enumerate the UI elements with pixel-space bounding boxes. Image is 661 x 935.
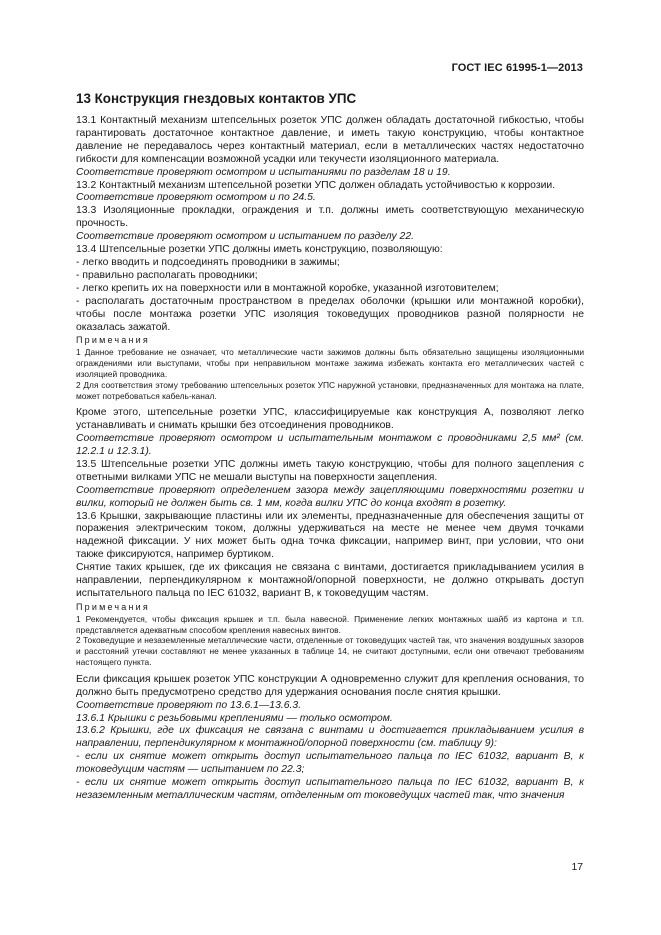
section-body	[76, 115, 584, 803]
compliance-paragraph: Соответствие проверяют по 13.6.1—13.6.3.	[76, 699, 302, 711]
compliance-paragraph: Соответствие проверяют осмотром и по 24.5.	[76, 192, 316, 204]
compliance-paragraph: Соответствие проверяют осмотром и испытаниями по разделам 18 и 19.	[76, 166, 451, 178]
page-number: 17	[571, 862, 583, 873]
body-paragraph: - легко вводить и подсоединять проводники в зажимы;	[76, 256, 340, 268]
body-paragraph: Если фиксация крышек розеток УПС конструкции А одновременно служит для крепления основания, то должно быть предусмотрено средство для удержания основания после снятия крышки.	[76, 673, 584, 698]
body-paragraph: - располагать достаточным пространством в пределах оболочки (крышки или монтажной коробки), чтобы после монтажа розетки УПС изоляция токоведущих проводников разной полярности не оказалась зажатой.	[76, 295, 584, 333]
document-code: ГОСТ IEC 61995-1—2013	[451, 62, 583, 74]
body-paragraph: - легко крепить их на поверхности или в монтажной коробке, указанной изготовителем;	[76, 282, 499, 294]
section-title: 13 Конструкция гнездовых контактов УПС	[76, 91, 357, 106]
body-paragraph: 13.1 Контактный механизм штепсельных розеток УПС должен обладать достаточной гибкостью, чтобы гарантировать достаточное контактное давление, и иметь такую конструкцию, чтобы контактное давление не передавалось через контактный материал, если в металлических частях недостаточно гибкости для компенсации возможной усадки или текучести изоляционного материала.	[76, 115, 584, 165]
body-paragraph: 13.6 Крышки, закрывающие пластины или их элементы, предназначенные для обеспечения защиты от поражения электрическим током, должны удерживаться на месте не менее чем двумя точками надежной фиксации. У них может быть одна точка фиксации, например винт, при условии, что они также фиксируются, например буртиком.	[76, 510, 584, 561]
notes-heading: Примечания	[76, 335, 150, 346]
compliance-paragraph: 13.6.2 Крышки, где их фиксация не связана с винтами и достигается прикладыванием усилия в направлении, перпендикулярном к монтажной/опорной поверхности (см. таблицу 9):	[76, 725, 584, 750]
body-paragraph: 13.2 Контактный механизм штепсельной розетки УПС должен обладать устойчивостью к коррозии.	[76, 179, 556, 191]
compliance-paragraph: - если их снятие может открыть доступ испытательного пальца по IEC 61032, вариант В, к незаземленным металлическим частям, отделенным от токоведущих частей так, что значения	[76, 777, 584, 801]
compliance-paragraph: - если их снятие может открыть доступ испытательного пальца по IEC 61032, вариант В, к токоведущим частям — испытанием по 22.3;	[76, 751, 584, 776]
note-paragraph: 2 Для соответствия этому требованию штепсельных розеток УПС наружной установки, предназначенных для монтажа на плате, может потребоваться кабель-канал.	[76, 379, 584, 401]
body-paragraph: Снятие таких крышек, где их фиксация не связана с винтами, достигается прикладыванием усилия в направлении, перпендикулярном к монтажной/опорной поверхности, не должно открывать доступ испытательного пальца по IEC 61032, вариант В, к токоведущим частям.	[76, 562, 584, 599]
notes-heading: Примечания	[76, 601, 150, 612]
note-paragraph: 1 Данное требование не означает, что металлические части зажимов должны быть обязательно защищены изоляционными ограждениями или выступами, чтобы при неправильном монтаже зажима избежать контакта его металлических частей с изоляцией проводника.	[76, 347, 584, 379]
note-paragraph: 2 Токоведущие и незаземленные металлические части, отделенные от токоведущих частей так, что значения воздушных зазоров и расстояний утечки составляют не менее указанных в таблице 14, не считают доступными, если они отвечают требованиям настоящего пункта.	[76, 635, 584, 667]
body-paragraph: Кроме этого, штепсельные розетки УПС, классифицируемые как конструкция А, позволяют легко устанавливать и снимать крышки без отсоединения проводников.	[76, 407, 584, 432]
compliance-paragraph: Соответствие проверяют осмотром и испытанием по разделу 22.	[76, 231, 414, 243]
compliance-paragraph: Соответствие проверяют определением зазора между зацепляющими поверхностями розетки и вилки, который не должен быть св. 1 мм, когда вилки УПС до конца входят в розетку.	[76, 484, 584, 509]
body-paragraph: 13.4 Штепсельные розетки УПС должны иметь конструкцию, позволяющую:	[76, 244, 443, 256]
body-paragraph: 13.5 Штепсельные розетки УПС должны иметь такую конструкцию, чтобы для полного зацепления с ответными вилками УПС не мешали выступы на поверхности зацепления.	[76, 458, 584, 483]
compliance-paragraph: 13.6.1 Крышки с резьбовыми креплениями — только осмотром.	[76, 712, 393, 724]
compliance-paragraph: Соответствие проверяют осмотром и испытательным монтажом с проводниками 2,5 мм² (см. 12.2.1 и 12.3.1).	[76, 433, 584, 458]
note-paragraph: 1 Рекомендуется, чтобы фиксация крышек и т.п. была навесной. Применение легких монтажных шайб из картона и т.п. представляется адекватным способом крепления навесных винтов.	[76, 613, 584, 635]
body-paragraph: 13.3 Изоляционные прокладки, ограждения и т.п. должны иметь соответствующую механическую прочность.	[76, 205, 584, 230]
body-paragraph: - правильно располагать проводники;	[76, 269, 258, 281]
